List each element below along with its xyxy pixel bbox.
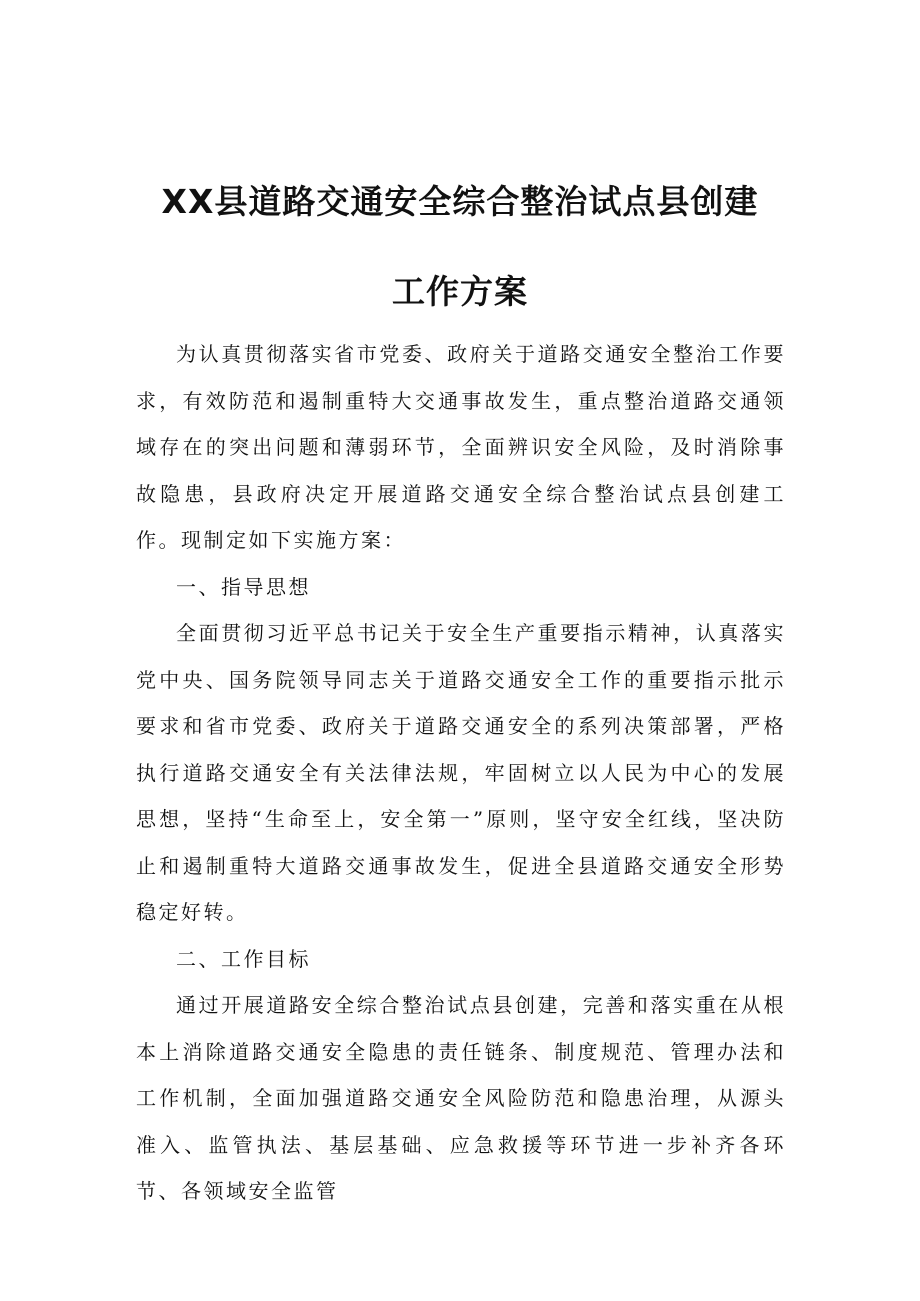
- section-2-heading: 二、工作目标: [176, 946, 311, 971]
- section-1-heading: 一、指导思想: [176, 574, 311, 599]
- document-title-line-1: XX县道路交通安全综合整治试点县创建: [161, 182, 759, 221]
- section-2-paragraph: 通过开展道路安全综合整治试点县创建，完善和落实重在从根本上消除道路交通安全隐患的责任链条、制度规范、管理办法和工作机制，全面加强道路交通安全风险防范和隐患治理，从源头准入、监管执法、基层基础、应急救援等环节进一步补齐各环节、各领域安全监管: [136, 993, 786, 1203]
- document-title-line-2: 工作方案: [392, 272, 528, 311]
- section-1-paragraph: 全面贯彻习近平总书记关于安全生产重要指示精神，认真落实党中央、国务院领导同志关于道路交通安全工作的重要指示批示要求和省市党委、政府关于道路交通安全的系列决策部署，严格执行道路交通安全有关法律法规，牢固树立以人民为中心的发展思想，坚持“生命至上，安全第一”原则，坚守安全红线，坚决防止和遏制重特大道路交通事故发生，促进全县道路交通安全形势稳定好转。: [136, 621, 786, 924]
- document-body: [136, 331, 786, 1215]
- intro-paragraph: 为认真贯彻落实省市党委、政府关于道路交通安全整治工作要求，有效防范和遏制重特大交通事故发生，重点整治道路交通领域存在的突出问题和薄弱环节，全面辨识安全风险，及时消除事故隐患，县政府决定开展道路交通安全综合整治试点县创建工作。现制定如下实施方案：: [136, 342, 786, 552]
